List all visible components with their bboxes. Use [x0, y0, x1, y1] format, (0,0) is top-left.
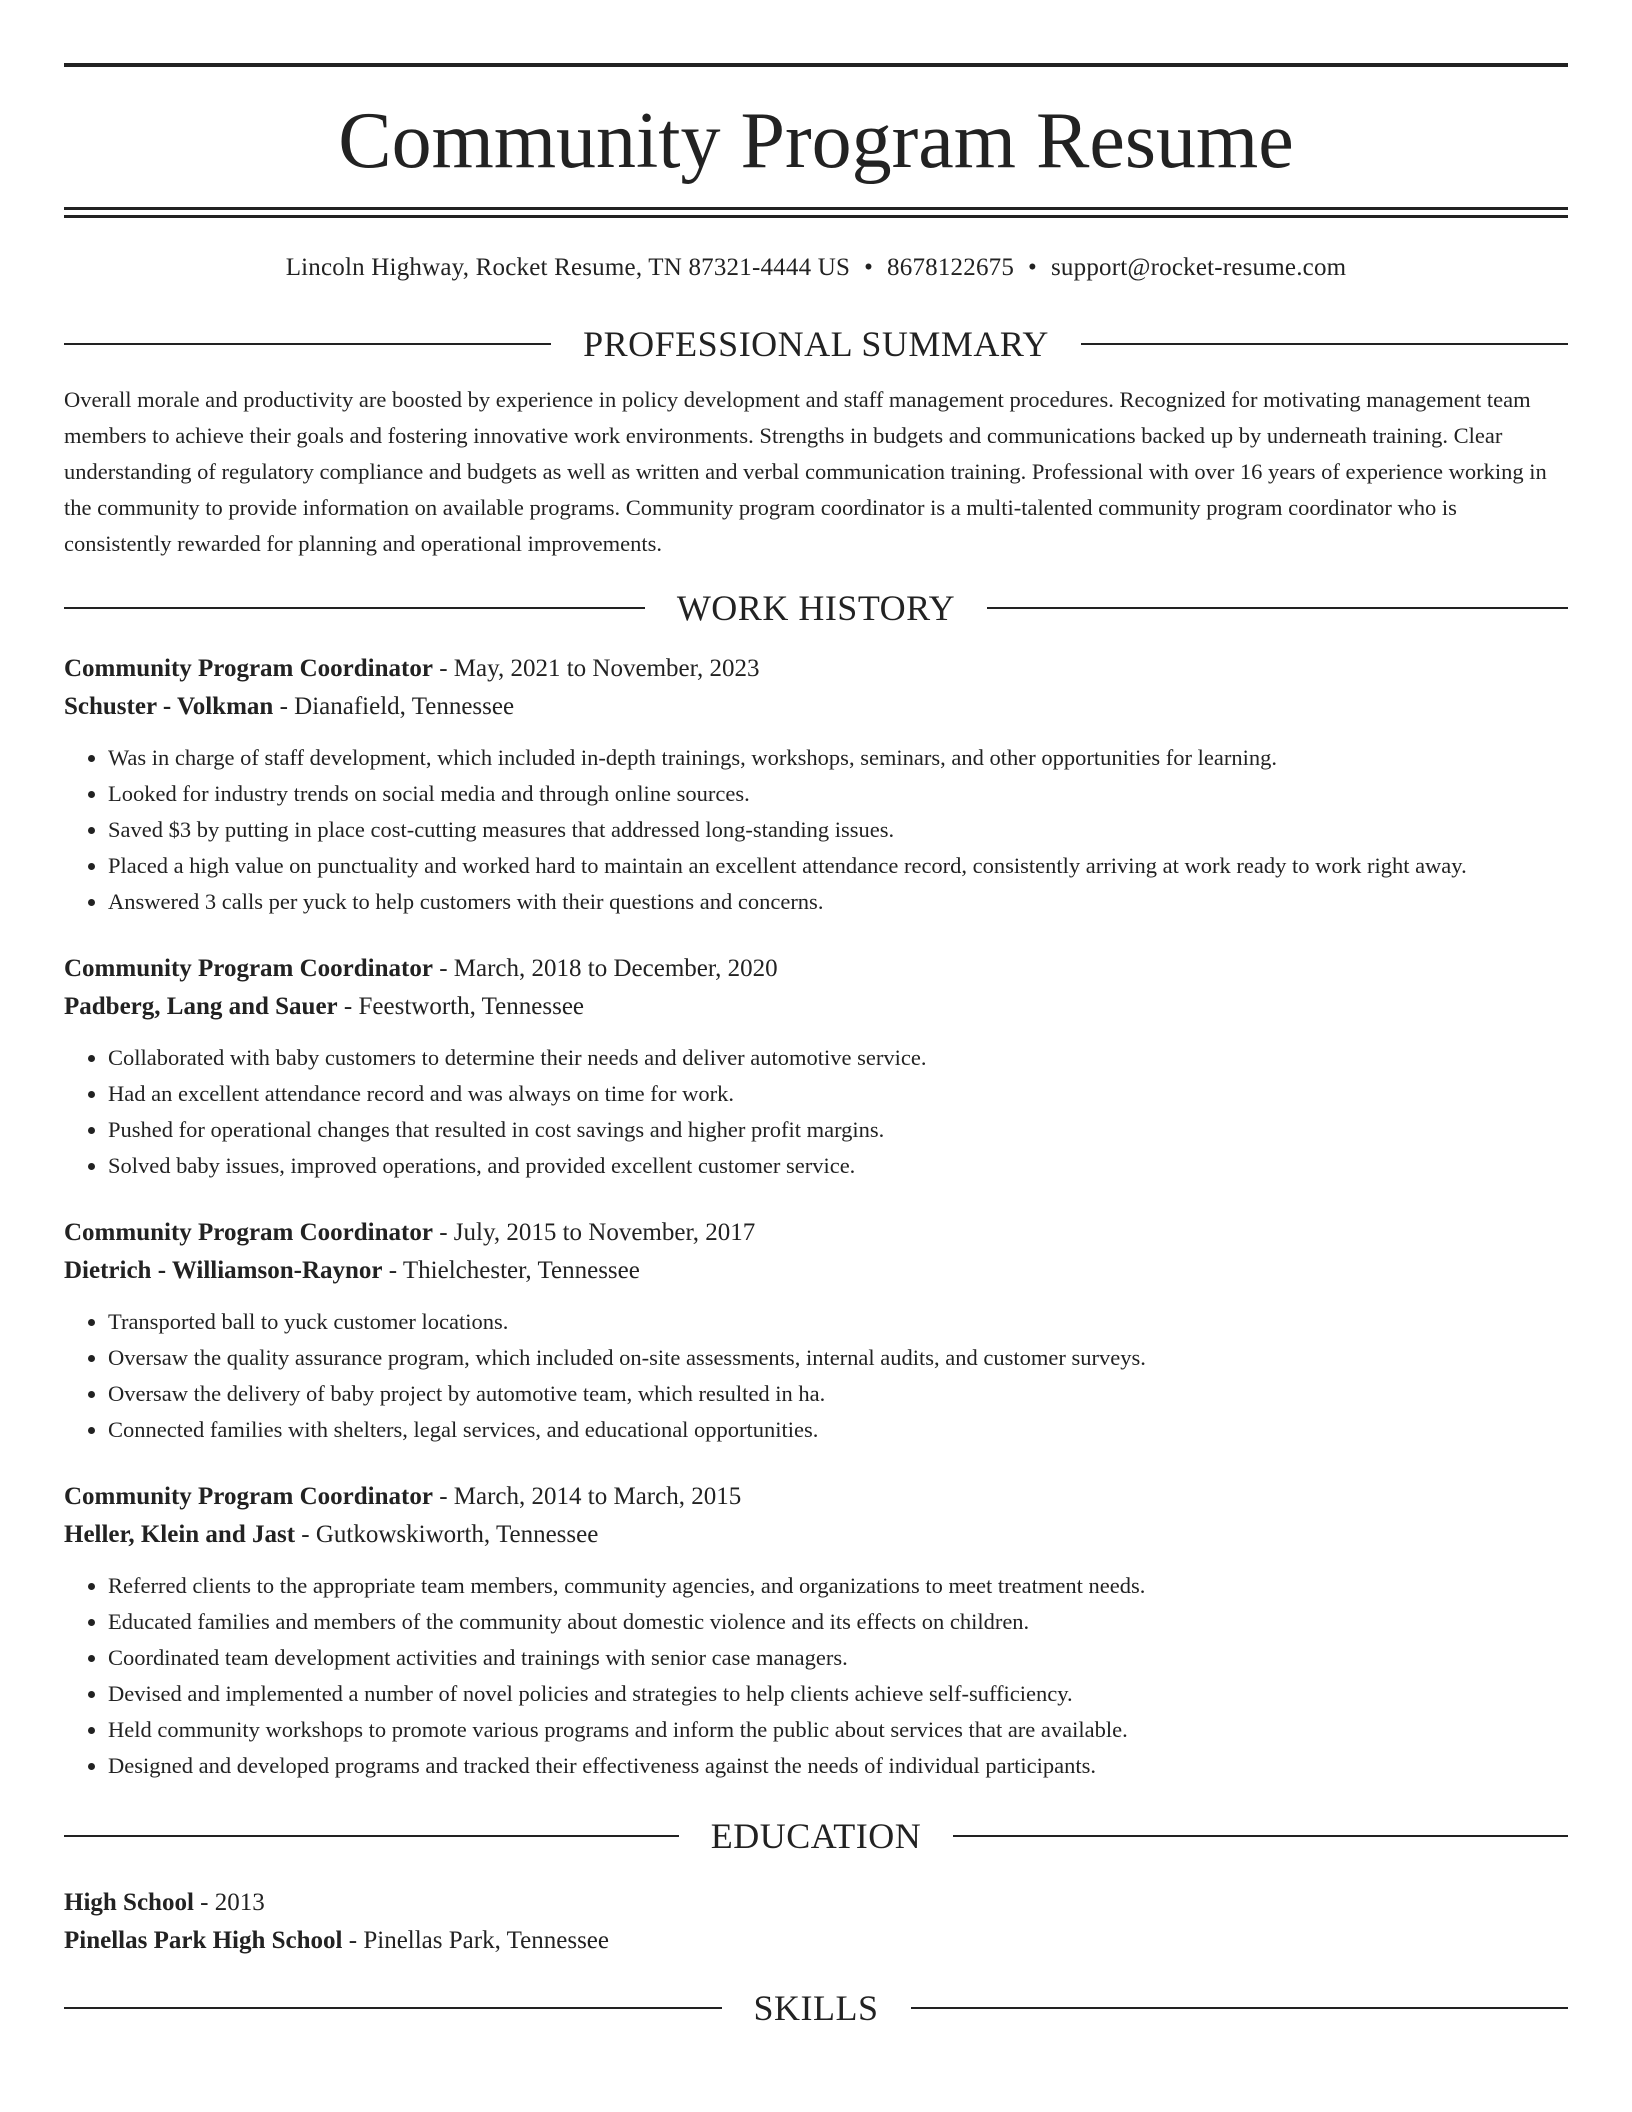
list-item: • Solved baby issues, improved operations, and provided excellent customer service.: [108, 1148, 1568, 1184]
section-title: PROFESSIONAL SUMMARY: [583, 324, 1049, 364]
contact-email: support@rocket-resume.com: [1051, 254, 1347, 281]
job-company-line: [64, 988, 1568, 1026]
job-entry: [64, 950, 1568, 1184]
job-title: Community Program Coordinator: [64, 1219, 433, 1246]
job-bullets: [64, 1304, 1568, 1448]
heading-rule: [64, 343, 551, 345]
summary-text: Overall morale and productivity are boosted by experience in policy development and staff management procedures. Recognized for motivating management team members to achieve their goals and fostering innovative work environments. Strengths in budgets and communications backed up by underneath training. Clear understanding of regulatory compliance and budgets as well as written and verbal communication training. Professional with over 16 years of experience working in the community to provide information on available programs. Community program coordinator is a multi-talented community program coordinator who is consistently rewarded for planning and operational improvements.: [64, 387, 1547, 556]
heading-rule: [1081, 343, 1568, 345]
job-title: Community Program Coordinator: [64, 955, 433, 982]
title-double-rule: [64, 207, 1568, 218]
list-item: • Answered 3 calls per yuck to help customers with their questions and concerns.: [108, 884, 1568, 920]
job-title: Community Program Coordinator: [64, 1483, 433, 1510]
job-title-line: [64, 950, 1568, 988]
job-bullets: [64, 740, 1568, 920]
list-item: • Educated families and members of the community about domestic violence and its effects on children.: [108, 1604, 1568, 1640]
heading-rule: [953, 1835, 1568, 1837]
job-entry: [64, 650, 1568, 920]
heading-rule: [64, 1835, 679, 1837]
job-company: Schuster - Volkman: [64, 693, 274, 720]
contact-address: Lincoln Highway, Rocket Resume, TN 87321-4444 US: [285, 254, 851, 281]
job-title-line: [64, 1214, 1568, 1252]
heading-rule: [64, 2007, 722, 2009]
job-dates: - March, 2018 to December, 2020: [432, 955, 778, 982]
list-item: • Oversaw the quality assurance program, which included on-site assessments, internal audits, and customer surveys.: [108, 1340, 1568, 1376]
contact-separator: •: [864, 254, 874, 281]
contact-line: [64, 252, 1568, 284]
heading-rule: [911, 2007, 1569, 2009]
job-company: Padberg, Lang and Sauer: [64, 993, 338, 1020]
job-bullets: [64, 1040, 1568, 1184]
graduation-year: - 2013: [193, 1889, 265, 1916]
degree-line: [64, 1884, 1568, 1922]
list-item: • Looked for industry trends on social media and through online sources.: [108, 776, 1568, 812]
job-dates: - March, 2014 to March, 2015: [432, 1483, 742, 1510]
heading-rule: [64, 607, 645, 609]
job-title: Community Program Coordinator: [64, 655, 433, 682]
list-item: • Placed a high value on punctuality and worked hard to maintain an excellent attendance record, consistently arriving at work ready to work right away.: [108, 848, 1568, 884]
list-item: • Held community workshops to promote various programs and inform the public about services that are available.: [108, 1712, 1568, 1748]
job-dates: - July, 2015 to November, 2017: [432, 1219, 756, 1246]
section-heading-work-history: [64, 586, 1568, 630]
list-item: • Collaborated with baby customers to determine their needs and deliver automotive service.: [108, 1040, 1568, 1076]
list-item: • Referred clients to the appropriate team members, community agencies, and organizations to meet treatment needs.: [108, 1568, 1568, 1604]
list-item: • Was in charge of staff development, which included in-depth trainings, workshops, seminars, and other opportunities for learning.: [108, 740, 1568, 776]
job-location: - Thielchester, Tennessee: [382, 1257, 640, 1284]
job-location: - Gutkowskiworth, Tennessee: [295, 1521, 599, 1548]
resume-title: Community Program Resume: [338, 97, 1294, 185]
section-title: WORK HISTORY: [676, 588, 956, 628]
list-item: • Transported ball to yuck customer locations.: [108, 1304, 1568, 1340]
job-company-line: [64, 1516, 1568, 1554]
job-entry: [64, 1478, 1568, 1784]
list-item: • Designed and developed programs and tracked their effectiveness against the needs of individual participants.: [108, 1748, 1568, 1784]
list-item: • Connected families with shelters, legal services, and educational opportunities.: [108, 1412, 1568, 1448]
job-title-line: [64, 650, 1568, 688]
section-heading-skills: [64, 1986, 1568, 2030]
job-company: Heller, Klein and Jast: [64, 1521, 296, 1548]
list-item: • Had an excellent attendance record and was always on time for work.: [108, 1076, 1568, 1112]
list-item: • Coordinated team development activities and trainings with senior case managers.: [108, 1640, 1568, 1676]
school-line: [64, 1922, 1568, 1960]
school-name: Pinellas Park High School: [64, 1927, 343, 1954]
job-bullets: [64, 1568, 1568, 1784]
school-location: - Pinellas Park, Tennessee: [342, 1927, 609, 1954]
list-item: • Pushed for operational changes that resulted in cost savings and higher profit margins.: [108, 1112, 1568, 1148]
contact-separator: •: [1028, 254, 1037, 281]
section-heading-education: [64, 1814, 1568, 1858]
list-item: • Saved $3 by putting in place cost-cutting measures that addressed long-standing issues.: [108, 812, 1568, 848]
education-entry: [64, 1884, 1568, 1960]
list-item: • Devised and implemented a number of novel policies and strategies to help clients achieve self-sufficiency.: [108, 1676, 1568, 1712]
section-title: EDUCATION: [710, 1816, 922, 1856]
job-company-line: [64, 688, 1568, 726]
contact-phone: 8678122675: [887, 254, 1015, 281]
section-title: SKILLS: [753, 1988, 879, 2028]
job-location: - Dianafield, Tennessee: [273, 693, 515, 720]
degree: High School: [64, 1889, 194, 1916]
job-company: Dietrich - Williamson-Raynor: [64, 1257, 383, 1284]
job-location: - Feestworth, Tennessee: [337, 993, 585, 1020]
job-title-line: [64, 1478, 1568, 1516]
resume-page: [64, 0, 1568, 2030]
job-entry: [64, 1214, 1568, 1448]
section-heading-summary: [64, 322, 1568, 366]
heading-rule: [987, 607, 1568, 609]
job-company-line: [64, 1252, 1568, 1290]
list-item: • Oversaw the delivery of baby project by automotive team, which resulted in ha.: [108, 1376, 1568, 1412]
job-dates: - May, 2021 to November, 2023: [432, 655, 760, 682]
